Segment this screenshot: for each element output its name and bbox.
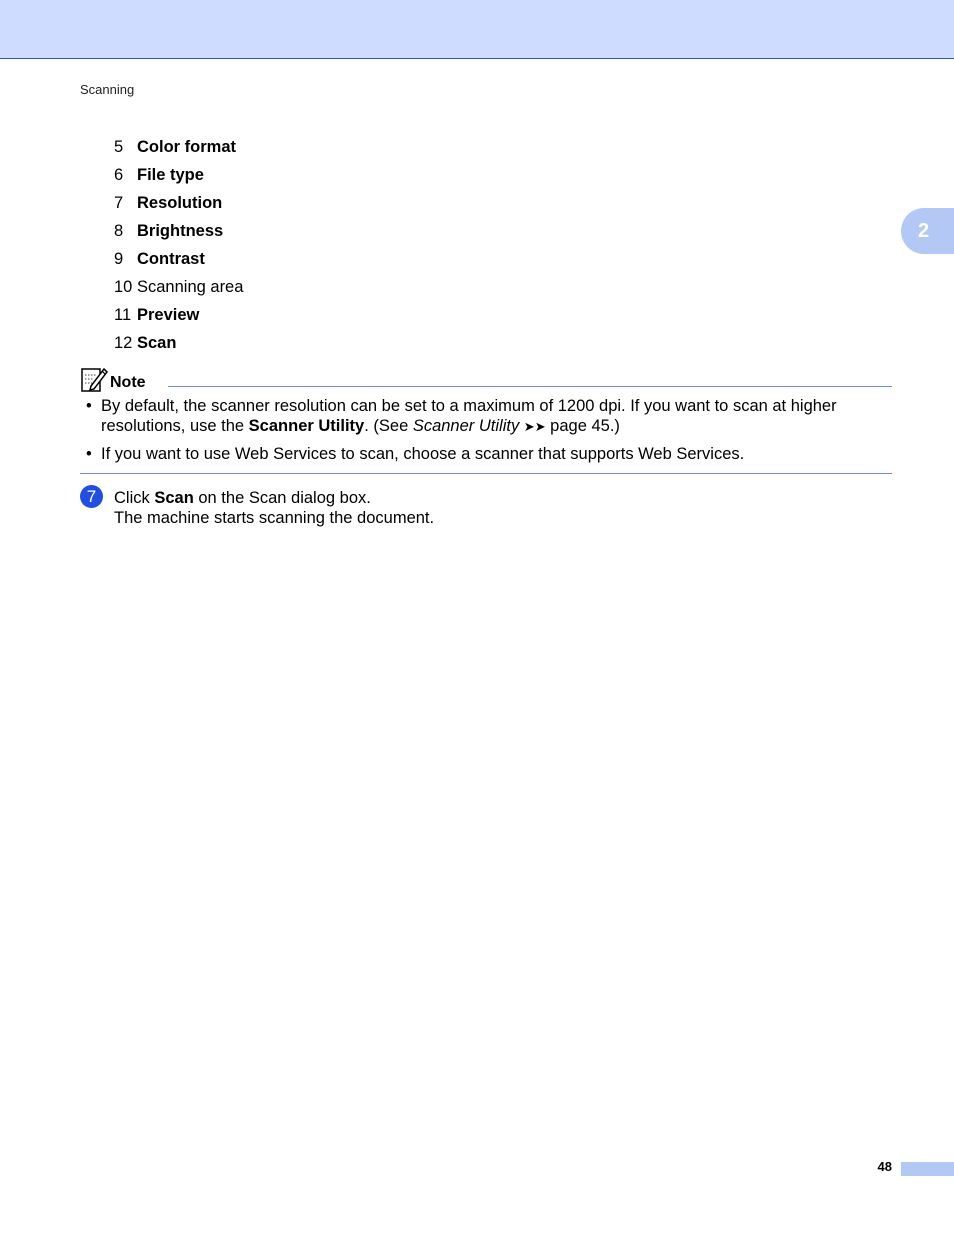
note-title: Note <box>110 374 146 391</box>
note-bullet <box>86 396 876 437</box>
bullet-dot: • <box>86 445 92 463</box>
step-text: Click Scan on the Scan dialog box. The machine starts scanning the document. <box>114 489 435 527</box>
section-title: Scanning <box>80 82 135 97</box>
note-bullet <box>86 444 876 464</box>
note-divider-top <box>168 386 892 387</box>
legend-item: 11 Preview <box>114 306 200 324</box>
note-bullet-text: By default, the scanner resolution can be set to a maximum of 1200 dpi. If you want to scan at higher resolutions, use the Scanner Utility. (See Scanner Utility ➤➤ page 45.) <box>101 397 837 435</box>
callout-legend <box>114 137 243 361</box>
note-bullet-text: If you want to use Web Services to scan, choose a scanner that supports Web Services. <box>101 445 745 463</box>
legend-item: 8 Brightness <box>114 222 224 240</box>
step-number-badge: 7 <box>80 485 103 508</box>
note-header <box>80 365 146 393</box>
legend-item: 9 Contrast <box>114 250 205 268</box>
double-arrow-icon: ➤➤ <box>523 419 546 434</box>
ui-term: Scan <box>154 489 194 507</box>
bullet-dot: • <box>86 397 92 415</box>
legend-item: 10 Scanning area <box>114 278 244 296</box>
header-band <box>0 0 954 59</box>
chapter-tab: 2 <box>901 208 954 254</box>
footer-bar <box>901 1162 954 1176</box>
note-divider-bottom <box>80 473 892 474</box>
legend-item: 12 Scan <box>114 334 177 352</box>
page-number: 48 <box>877 1159 892 1174</box>
ui-term: Scanner Utility <box>248 417 365 435</box>
cross-reference: Scanner Utility <box>412 417 520 435</box>
legend-item: 7 Resolution <box>114 194 223 212</box>
legend-item: 5 Color format <box>114 138 236 156</box>
note-pencil-icon <box>80 365 108 393</box>
legend-item: 6 File type <box>114 166 204 184</box>
